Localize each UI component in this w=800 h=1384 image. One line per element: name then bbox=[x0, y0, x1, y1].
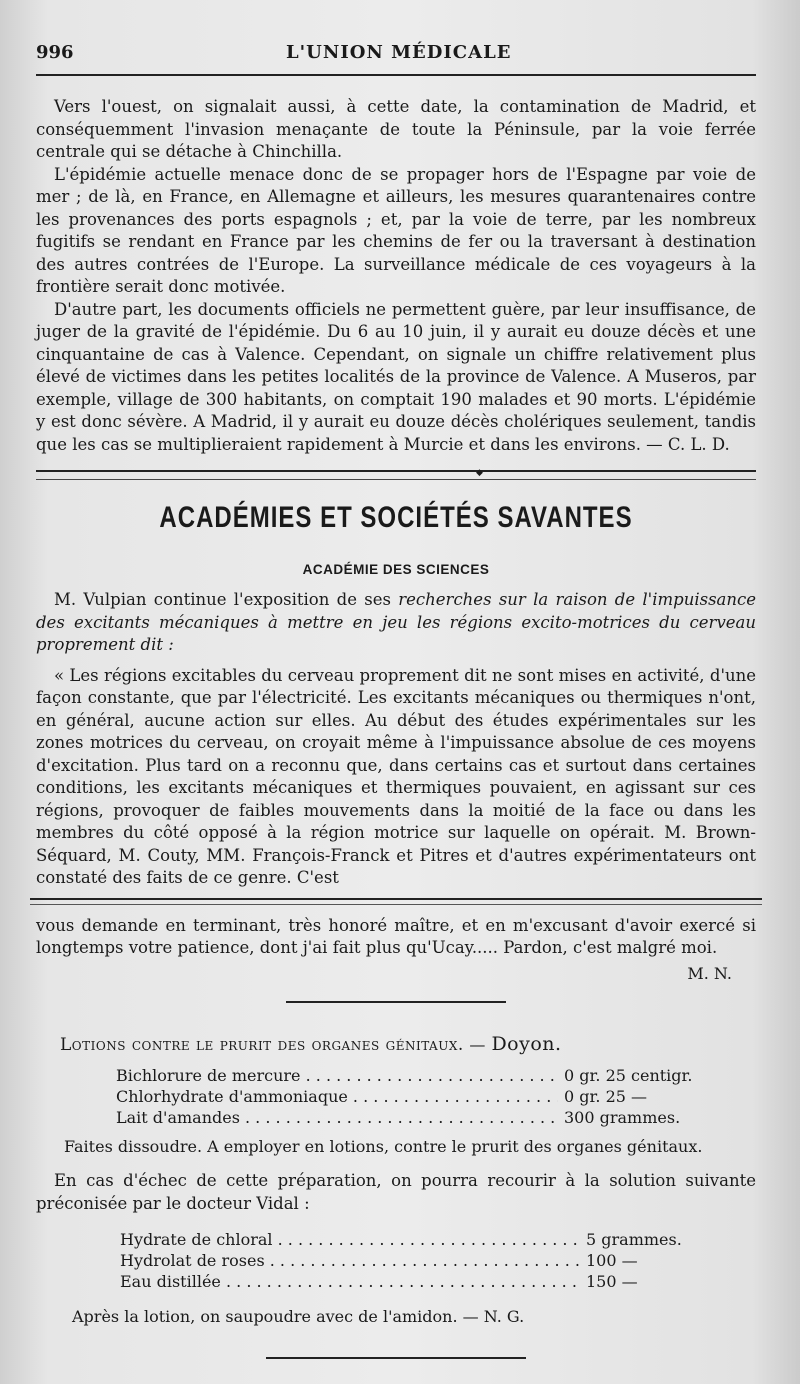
page-header bbox=[36, 38, 756, 68]
academy-lead bbox=[36, 589, 756, 657]
formula-instructions: Faites dissoudre. A employer en lotions, contre le prurit des organes génitaux. bbox=[64, 1136, 703, 1156]
ingredient-quantity: 150 — bbox=[586, 1272, 638, 1291]
paragraph: L'épidémie actuelle menace donc de se propager hors de l'Espagne par voie de mer ; de là, en France, en Allemagne et ailleurs, les mesures quarantenaires contre les provenances des ports espagnols ; et, par la voie de terre, par les nombreux fugitifs se rendant en France par les chemins de fer ou la traversant à destination des autres contrées de l'Europe. La surveillance médicale de ces voyageurs à la frontière serait donc motivée. bbox=[36, 164, 756, 296]
letter-signature: M. N. bbox=[687, 963, 732, 983]
section-subtitle: ACADÉMIE DES SCIENCES bbox=[302, 562, 490, 577]
formula-title-dash: — bbox=[463, 1034, 492, 1054]
ingredient-quantity: 0 gr. 25 centigr. bbox=[564, 1065, 693, 1085]
page-number: 996 bbox=[36, 42, 74, 63]
running-title: L'UNION MÉDICALE bbox=[286, 42, 512, 63]
ingredient-quantity: 5 grammes. bbox=[586, 1230, 682, 1249]
academy-lead-italic: recherches sur la raison de l'impuissance des excitants mécaniques à mettre en jeu les régions excito-motrices du cerveau proprement dit : bbox=[36, 590, 757, 654]
ingredient-name: Hydrate de chloral . . . bbox=[120, 1229, 580, 1250]
ingredient-row bbox=[120, 1250, 756, 1271]
ingredient-row bbox=[120, 1271, 756, 1292]
ingredient-name: Bichlorure de mercure . . . bbox=[116, 1065, 558, 1086]
paragraph: Vers l'ouest, on signalait aussi, à cette date, la contamination de Madrid, et conséquemment l'invasion menaçante de toute la Péninsule, par la voie ferrée centrale qui se détache à Chinchilla. bbox=[36, 97, 756, 161]
section-divider bbox=[36, 470, 756, 480]
academy-quote: « Les régions excitables du cerveau proprement dit ne sont mises en activité, d'une façon constante, que par l'électricité. Les excitants mécaniques ou thermiques n'ont, en général, aucune action sur elles. Au début des études expérimentales sur les zones motrices du cerveau, on croyait même à l'impuissance absolue de ces moyens d'excitation. Plus tard on a reconnu que, dans certains cas et surtout dans certaines conditions, les excitants mécaniques et thermiques pouvaient, en agissant sur ces régions, provoquer de faibles mouvements dans la moitié de la face ou dans les membres du côté opposé à la région motrice sur laquelle on opérait. M. Brown-Séquard, M. Couty, MM. François-Franck et Pitres et d'autres expérimentateurs ont constaté des faits de ce genre. C'est bbox=[36, 665, 756, 887]
ingredient-name: Lait d'amandes . . . bbox=[116, 1107, 558, 1128]
ingredient-row bbox=[120, 1229, 756, 1250]
divider-ornament: ◆ bbox=[476, 468, 483, 478]
ingredient-row bbox=[116, 1086, 756, 1107]
short-divider bbox=[286, 1001, 506, 1003]
prescription-table-vidal bbox=[36, 1229, 756, 1292]
ingredient-quantity: 100 — bbox=[586, 1251, 638, 1270]
end-divider bbox=[266, 1357, 526, 1359]
formula-alternative: En cas d'échec de cette préparation, on pourra recourir à la solution suivante préconisée par le docteur Vidal : bbox=[36, 1171, 756, 1213]
paragraph: D'autre part, les documents officiels ne permettent guère, par leur insuffisance, de juger de la gravité de l'épidémie. Du 6 au 10 juin, il y aurait eu douze décès et une cinquantaine de cas à Valence. Cependant, on signale un chiffre relativement plus élevé de victimes dans les petites localités de la province de Valence. A Museros, par exemple, village de 300 habitants, on comptait 190 malades et 90 morts. L'épidémie y est donc sévère. A Madrid, il y aurait eu douze décès cholériques seulement, tandis que les cas se multiplieraient rapidement à Murcie et dans les environs. — C. L. D. bbox=[36, 299, 756, 454]
formula-title bbox=[60, 1033, 756, 1055]
section-title: ACADÉMIES ET SOCIÉTÉS SAVANTES bbox=[159, 500, 633, 535]
ingredient-row bbox=[116, 1107, 756, 1128]
ingredient-name: Hydrolat de roses . . . bbox=[120, 1250, 580, 1271]
formula-author: Doyon. bbox=[491, 1032, 562, 1055]
academy-lead-text: M. Vulpian continue l'exposition de ses bbox=[54, 590, 391, 609]
prescription-table bbox=[36, 1065, 756, 1128]
formula-title-text: Lotions contre le prurit des organes génitaux. bbox=[60, 1034, 464, 1055]
cholera-report bbox=[36, 96, 756, 456]
formula-final-note: Après la lotion, on saupoudre avec de l'amidon. — N. G. bbox=[72, 1307, 525, 1326]
letter-closing: vous demande en terminant, très honoré maître, et en m'excusant d'avoir exercé si longtemps votre patience, dont j'ai fait plus qu'Ucay..... Pardon, c'est malgré moi. bbox=[36, 915, 756, 957]
column-separator bbox=[30, 898, 762, 905]
ingredient-row bbox=[116, 1065, 756, 1086]
ingredient-quantity: 300 grammes. bbox=[564, 1107, 681, 1127]
ingredient-name: Chlorhydrate d'ammoniaque . . . bbox=[116, 1086, 558, 1107]
ingredient-quantity: 0 gr. 25 — bbox=[564, 1086, 648, 1106]
header-rule bbox=[36, 74, 756, 76]
ingredient-name: Eau distillée . . . bbox=[120, 1271, 580, 1292]
